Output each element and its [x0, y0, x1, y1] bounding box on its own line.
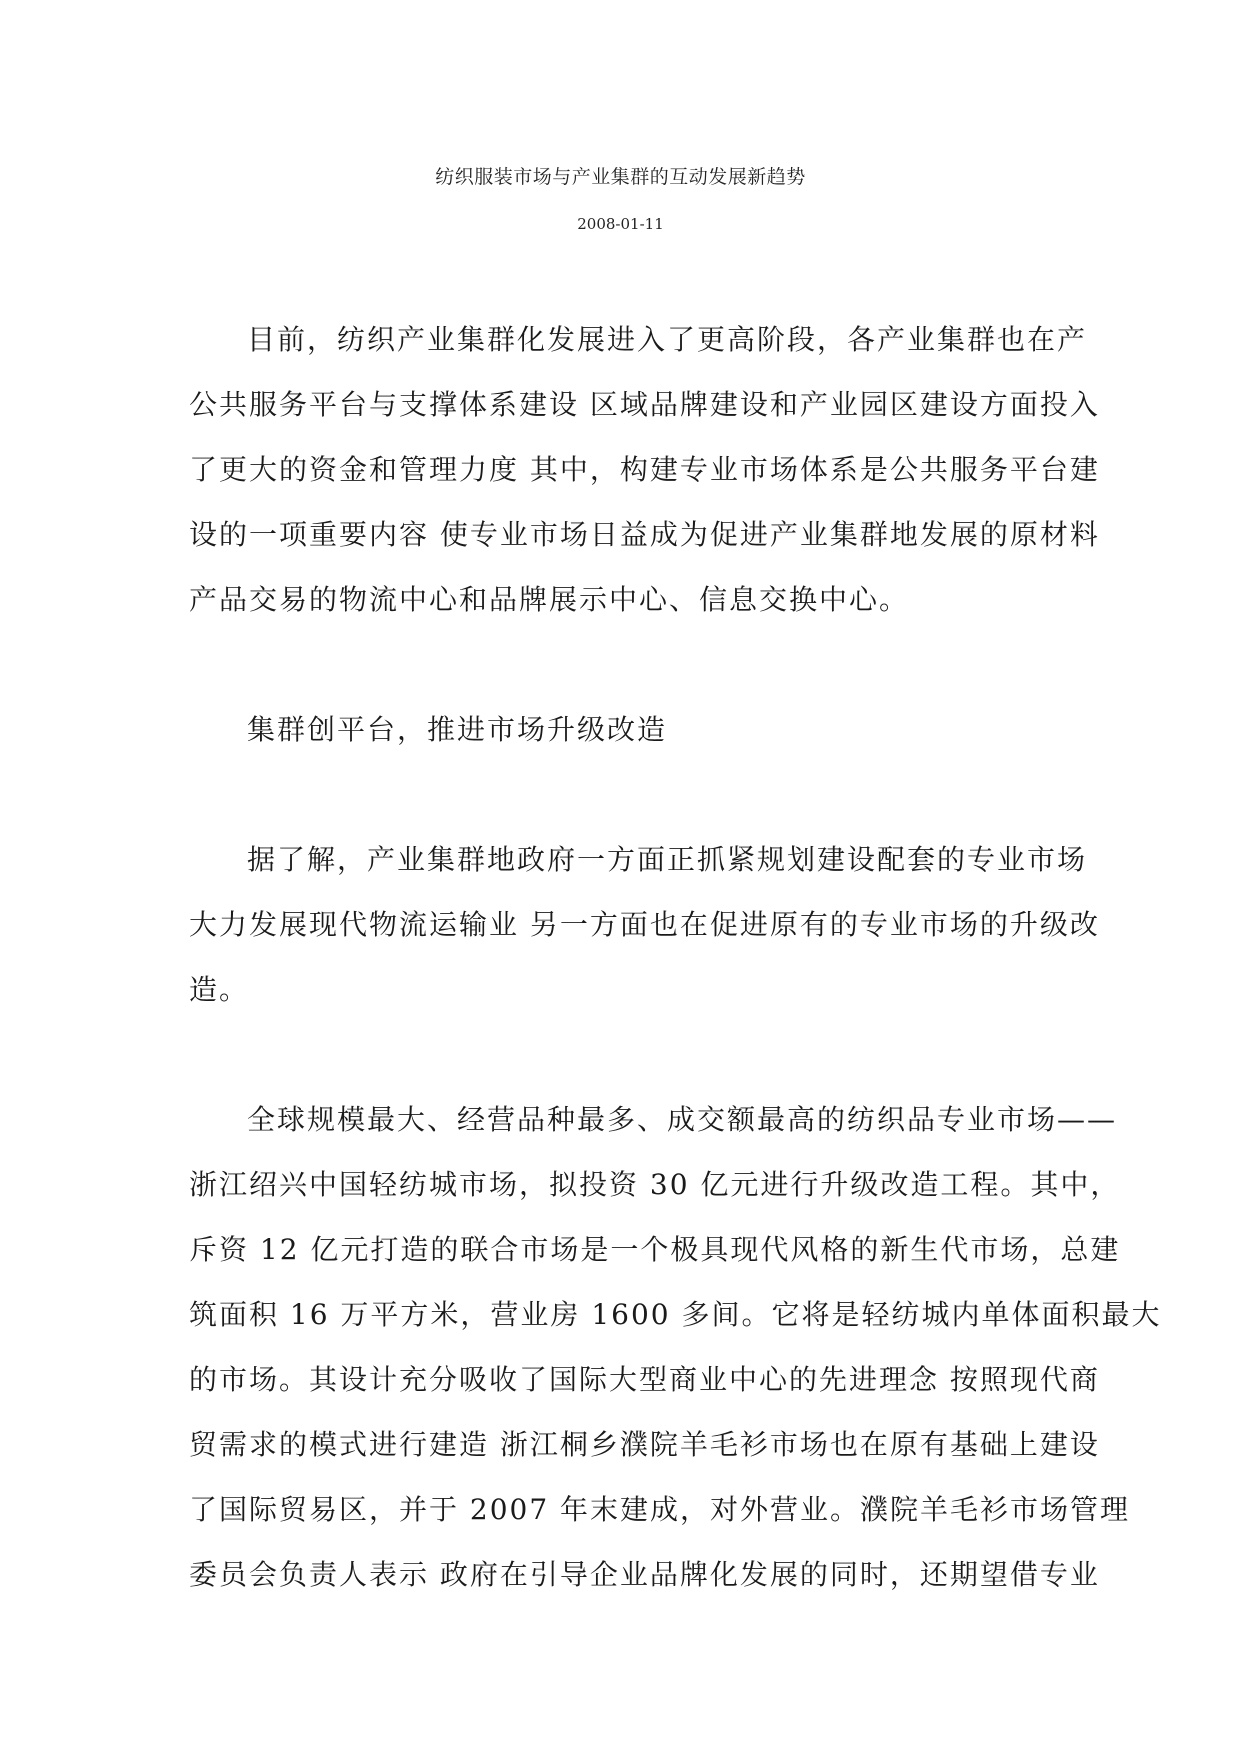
paragraph-line: 公共服务平台与支撑体系建设 区域品牌建设和产业园区建设方面投入 [189, 388, 1100, 421]
document-title: 纺织服装市场与产业集群的互动发展新趋势 [435, 166, 806, 188]
paragraph-line: 筑面积 16 万平方米，营业房 1600 多间。它将是轻纺城内单体面积最大 [189, 1298, 1162, 1331]
paragraph-gap [189, 1022, 1057, 1087]
paragraph-gap [189, 762, 1057, 827]
paragraph-line: 了国际贸易区，并于 2007 年末建成，对外营业。濮院羊毛衫市场管理 [189, 1493, 1131, 1526]
paragraph-line: 设的一项重要内容 使专业市场日益成为促进产业集群地发展的原材料 [189, 518, 1100, 551]
article-body [189, 307, 1162, 1607]
paragraph-gap [189, 632, 1057, 697]
section-heading: 集群创平台，推进市场升级改造 [247, 713, 668, 746]
paragraph-line: 目前，纺织产业集群化发展进入了更高阶段，各产业集群也在产 [247, 323, 1088, 356]
paragraph-line: 造。 [189, 973, 250, 1006]
document-date: 2008-01-11 [577, 215, 664, 233]
paragraph-line: 了更大的资金和管理力度 其中，构建专业市场体系是公共服务平台建 [189, 453, 1100, 486]
paragraph-line: 的市场。其设计充分吸收了国际大型商业中心的先进理念 按照现代商 [189, 1363, 1100, 1396]
paragraph-line: 产品交易的物流中心和品牌展示中心、信息交换中心。 [189, 583, 910, 616]
paragraph-line: 浙江绍兴中国轻纺城市场，拟投资 30 亿元进行升级改造工程。其中， [189, 1168, 1121, 1201]
paragraph-line: 贸需求的模式进行建造 浙江桐乡濮院羊毛衫市场也在原有基础上建设 [189, 1428, 1100, 1461]
paragraph-line: 委员会负责人表示 政府在引导企业品牌化发展的同时，还期望借专业 [189, 1558, 1100, 1591]
paragraph-line: 斥资 12 亿元打造的联合市场是一个极具现代风格的新生代市场，总建 [189, 1233, 1121, 1266]
paragraph-line: 据了解，产业集群地政府一方面正抓紧规划建设配套的专业市场 [247, 843, 1088, 876]
paragraph-line: 全球规模最大、经营品种最多、成交额最高的纺织品专业市场—— [247, 1103, 1118, 1136]
paragraph-line: 大力发展现代物流运输业 另一方面也在促进原有的专业市场的升级改 [189, 908, 1100, 941]
